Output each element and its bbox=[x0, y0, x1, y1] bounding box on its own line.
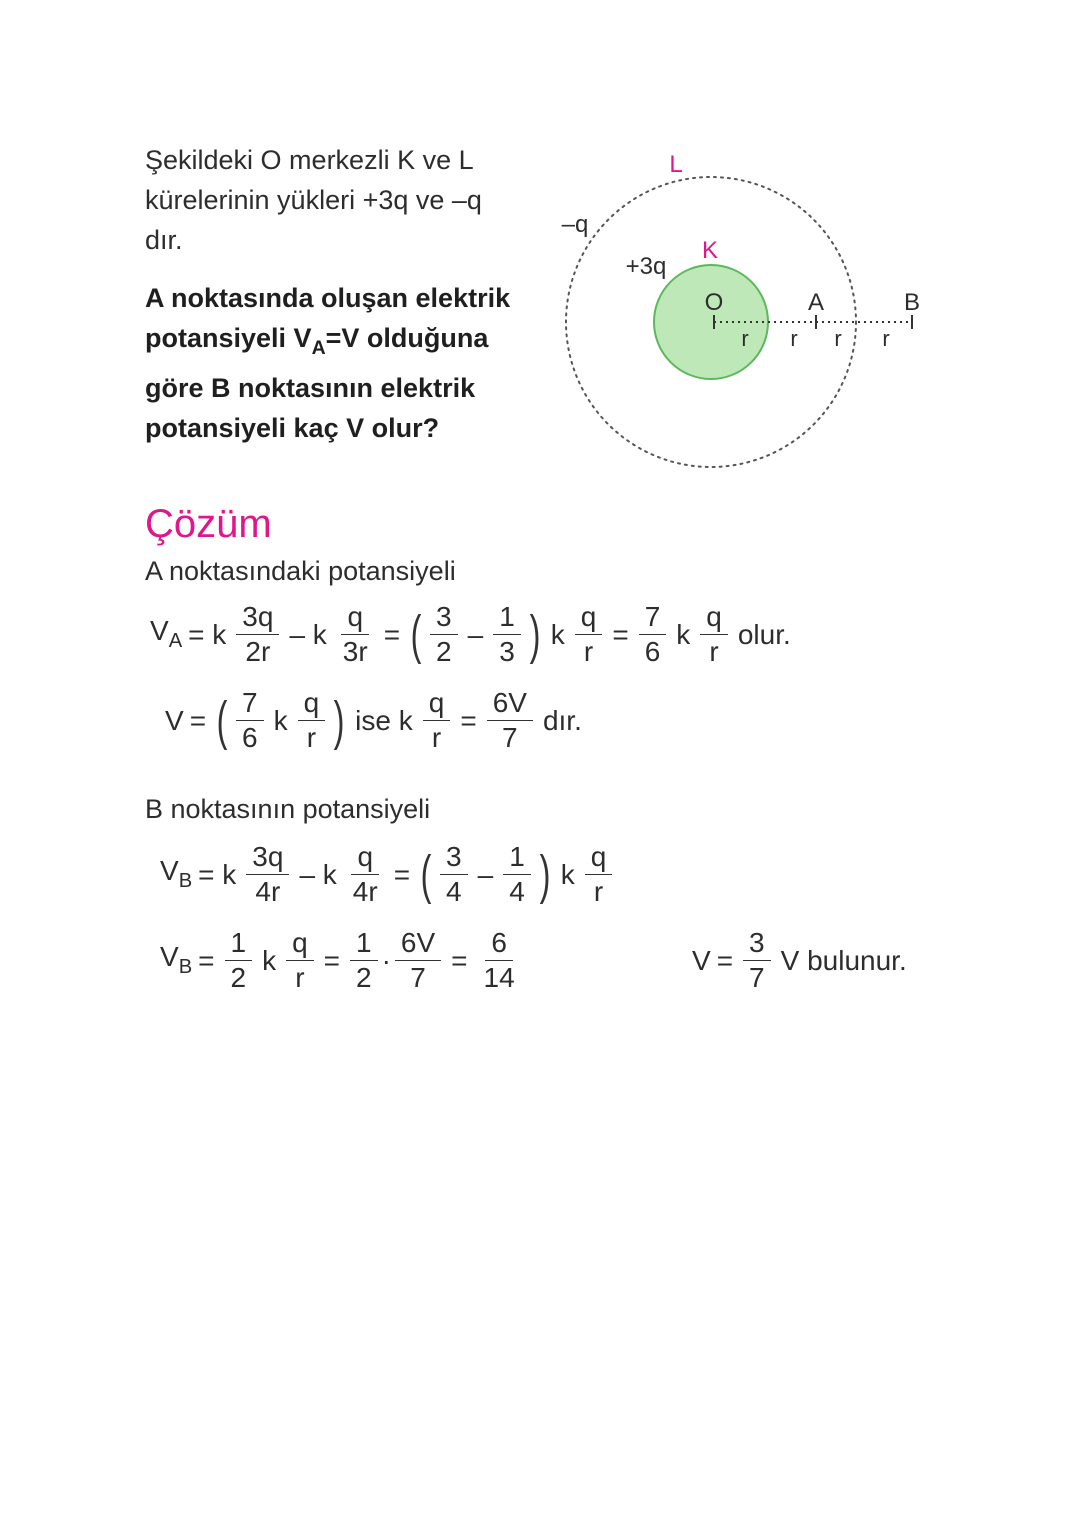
fraction: $\frac{6V}{7}$ bbox=[395, 926, 441, 995]
b-intro: B noktasının potansiyeli bbox=[145, 794, 431, 824]
equation-vb: $V_B$ = k $\frac{3q}{4r}$ – k $\frac{q}{4r}$ = ( $\frac{3}{4}$ – $\frac{1}{4}$ ) k $\frac{q}{r}$ bbox=[160, 840, 616, 909]
label-L: L bbox=[669, 151, 683, 178]
fraction: $\frac{1}{3}$ bbox=[493, 600, 521, 669]
final-answer: V = $\frac{3}{7}$ V bulunur. bbox=[692, 927, 907, 993]
fraction: $\frac{6}{14}$ bbox=[483, 927, 515, 993]
fraction: $\frac{3q}{4r}$ bbox=[246, 840, 289, 909]
label-r-2: r bbox=[790, 326, 798, 351]
charge-L: –q bbox=[561, 211, 589, 238]
fraction: $\frac{3q}{2r}$ bbox=[236, 600, 279, 669]
fraction: $\frac{q}{r}$ bbox=[585, 840, 613, 909]
fraction: $\frac{q}{4r}$ bbox=[352, 841, 378, 907]
problem-question: A noktasında oluşan elektrik potansiyeli $V_A=V$ olduğuna göre B noktasının elektrik potansiyeli kaç V olur? bbox=[145, 283, 511, 443]
fraction: $\frac{q}{r}$ bbox=[298, 686, 326, 755]
fraction: $\frac{7}{6}$ bbox=[236, 686, 264, 755]
fraction: $\frac{q}{3r}$ bbox=[342, 601, 368, 667]
fraction: $\frac{1}{2}$ bbox=[225, 926, 253, 995]
fraction: $\frac{q}{r}$ bbox=[286, 926, 314, 995]
fraction: $\frac{7}{6}$ bbox=[639, 600, 667, 669]
fraction: $\frac{1}{4}$ bbox=[503, 840, 531, 909]
label-K: K bbox=[701, 237, 719, 264]
fraction: $\frac{3}{2}$ bbox=[430, 600, 458, 669]
label-r-4: r bbox=[882, 326, 890, 351]
label-r-1: r bbox=[741, 326, 749, 351]
label-r-3: r bbox=[834, 326, 842, 351]
equation-va: $V_A$ = k $\frac{3q}{2r}$ – k $\frac{q}{3r}$ = ( $\frac{3}{2}$ – $\frac{1}{3}$ ) k $\frac{q}{r}$ = $\frac{7}{6}$ k $\frac{q}{r}$ olur. bbox=[150, 601, 791, 667]
spheres-figure bbox=[540, 140, 940, 480]
equation-vb-result: $V_B$ = $\frac{1}{2}$ k $\frac{q}{r}$ = $\frac{1}{2}$ · $\frac{6V}{7}$ = $\frac{6}{14}$ bbox=[160, 926, 525, 995]
fraction: $\frac{6V}{7}$ bbox=[487, 686, 533, 755]
a-intro: A noktasındaki potansiyeli bbox=[145, 556, 456, 586]
label-O: O bbox=[704, 289, 724, 316]
problem-statement bbox=[145, 140, 525, 448]
fraction: $\frac{q}{r}$ bbox=[700, 600, 728, 669]
equation-v: V = ( $\frac{7}{6}$ k $\frac{q}{r}$ ) ise k $\frac{q}{r}$ = $\frac{6V}{7}$ dır. bbox=[165, 687, 582, 753]
fraction: $\frac{q}{r}$ bbox=[423, 686, 451, 755]
fraction: $\frac{3}{4}$ bbox=[440, 840, 468, 909]
label-B: B bbox=[903, 289, 921, 316]
fraction: $\frac{1}{2}$ bbox=[350, 926, 378, 995]
problem-intro: Şekildeki O merkezli K ve L kürelerinin yükleri +3q ve –q dır. bbox=[145, 145, 482, 255]
fraction: $\frac{3}{7}$ bbox=[743, 926, 771, 995]
label-A: A bbox=[807, 289, 825, 316]
solution-title: Çözüm bbox=[145, 502, 272, 546]
charge-K: +3q bbox=[625, 253, 667, 280]
fraction: $\frac{q}{r}$ bbox=[575, 600, 603, 669]
